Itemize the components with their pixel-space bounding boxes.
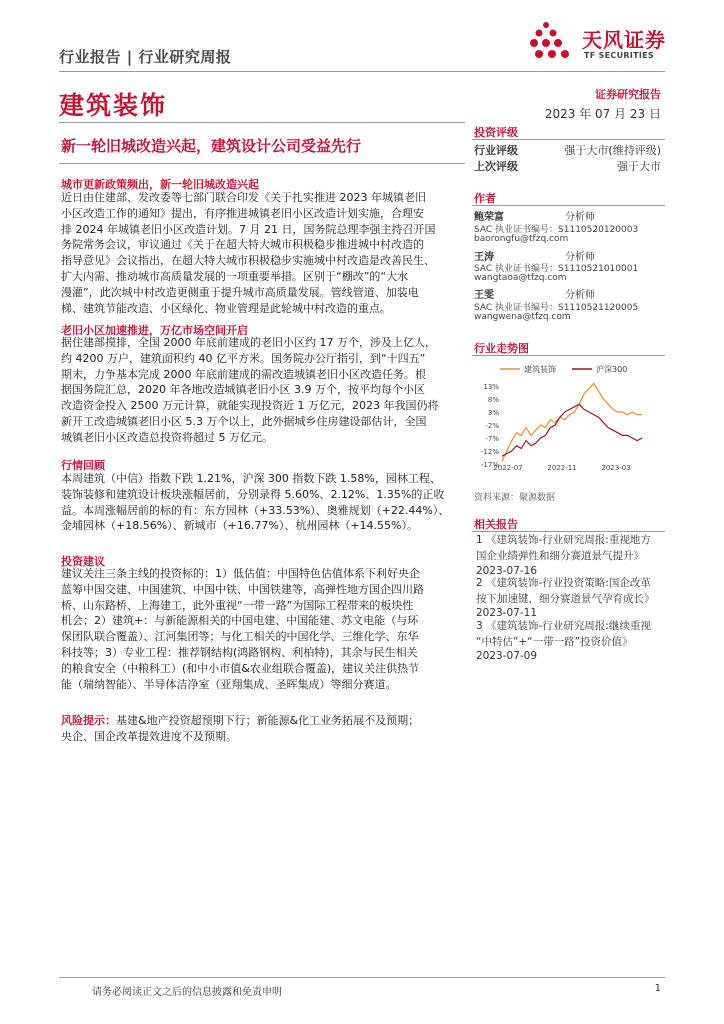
x-tick-label: 2022-11 bbox=[547, 464, 577, 472]
author-sac: SAC 执业证书编号：S1110521120005 bbox=[474, 303, 639, 313]
y-tick-label: -7% bbox=[485, 435, 499, 443]
text-line: 小区改造工作的通知》提出，有序推进城镇老旧小区改造计划实施，合理安 bbox=[61, 206, 424, 220]
related-report-date: 2023-07-09 bbox=[476, 650, 538, 662]
author-email[interactable]: wangwena@tfzq.com bbox=[474, 312, 571, 322]
text-line: 保团队联合覆盖）、江河集团等；与化工相关的中国化学、三维化学、东华 bbox=[61, 630, 419, 644]
logo-cn-text: 天风证券 bbox=[582, 28, 666, 52]
rating-value-previous: 强于大市 bbox=[617, 160, 661, 173]
related-report-line: 国企业绩弹性和细分赛道景气提升》 bbox=[476, 549, 644, 562]
footer-disclaimer: 请务必阅读正文之后的信息披露和免责申明 bbox=[92, 987, 282, 998]
logo-en-text: TF SECURITIES bbox=[584, 51, 654, 60]
trend-chart bbox=[472, 358, 666, 474]
y-tick-label: -2% bbox=[485, 422, 499, 430]
trend-title: 行业走势图 bbox=[474, 342, 529, 355]
rating-divider bbox=[472, 139, 665, 140]
section-title-policy: 城市更新政策频出，新一轮旧城改造兴起 bbox=[61, 178, 259, 191]
author-name: 鲍荣富 bbox=[474, 212, 504, 223]
report-date: 2023 年 07 月 23 日 bbox=[544, 107, 661, 121]
footer-divider bbox=[59, 977, 665, 978]
authors-title: 作者 bbox=[474, 192, 496, 205]
y-tick-label: -17% bbox=[480, 461, 499, 469]
author-role: 分析师 bbox=[565, 212, 595, 223]
section-body-oldcommunity bbox=[61, 335, 466, 446]
x-tick-label: 2022-07 bbox=[493, 464, 523, 472]
section-title-advice: 投资建议 bbox=[61, 555, 105, 568]
text-line: 期末，力争基本完成 2000 年底前建成的需改造城镇老旧小区改造任务。根 bbox=[61, 367, 426, 381]
rating-label-current: 行业评级 bbox=[474, 144, 518, 157]
related-report-item[interactable] bbox=[476, 576, 664, 607]
section-title-oldcommunity: 老旧小区加速推进，万亿市场空间开启 bbox=[61, 324, 248, 337]
author-email[interactable]: wangtaoa@tfzq.com bbox=[474, 273, 567, 283]
legend-label: 建筑装饰 bbox=[524, 365, 556, 374]
header-divider bbox=[59, 71, 665, 72]
related-title: 相关报告 bbox=[474, 518, 518, 531]
related-report-line: 2 《建筑装饰-行业投资策略:国企改革 bbox=[476, 577, 651, 589]
text-line: 改造资金投入 2500 万元计算，就能实现投资近 1 万亿元，2023 年我国仍将 bbox=[61, 399, 439, 413]
text-line: 城镇老旧小区改造总投资将超过 5 万亿元。 bbox=[61, 430, 273, 444]
industry-title: 建筑装饰 bbox=[59, 91, 168, 120]
text-line: 指导意见》会议指出，在超大特大城市积极稳步实施城中村改造是改善民生、 bbox=[61, 254, 435, 268]
y-tick-label: 3% bbox=[487, 409, 499, 417]
section-body-advice bbox=[61, 566, 466, 692]
text-line: 金埔园林（+18.56%）、新城市（+16.77%）、杭州园林（+14.55%）。 bbox=[61, 519, 418, 533]
headline: 新一轮旧城改造兴起，建筑设计公司受益先行 bbox=[61, 137, 362, 155]
related-report-line: 按下加速键，细分赛道景气孕育成长》 bbox=[476, 592, 655, 605]
section-body-market bbox=[61, 471, 466, 534]
page-number: 1 bbox=[654, 983, 661, 994]
y-tick-label: 13% bbox=[483, 383, 499, 391]
series-line bbox=[502, 383, 642, 461]
author-role: 分析师 bbox=[565, 252, 595, 263]
risk-warning bbox=[61, 713, 466, 745]
author-name: 王雯 bbox=[474, 290, 494, 301]
text-line: 据国务院汇总，2020 年各地改造城镇老旧小区 3.9 万个，按平均每个小区 bbox=[61, 383, 425, 397]
related-report-item[interactable] bbox=[476, 619, 664, 650]
text-line: 排 2024 年城镇老旧小区改造计划。7 月 21 日，国务院总理李强主持召开国 bbox=[61, 222, 436, 236]
author-name: 王涛 bbox=[474, 252, 494, 263]
author-role: 分析师 bbox=[565, 290, 595, 301]
text-line: 的粮食安全（中粮科工）(和中小市值&农业组联合覆盖)，建议关注供热节 bbox=[61, 661, 420, 675]
related-report-item[interactable] bbox=[476, 533, 664, 564]
related-report-line: 1 《建筑装饰-行业研究周报:重视地方 bbox=[476, 534, 651, 546]
author-sac: SAC 执业证书编号：S1110521010001 bbox=[474, 264, 639, 274]
text-line: 务院常务会议，审议通过《关于在超大特大城市积极稳步推进城中村改造的 bbox=[61, 238, 424, 252]
text-line: 机会；2）建筑+：与新能源相关的中国电建、中国能建、苏文电能（与环 bbox=[61, 614, 419, 628]
text-line: 新开工改造城镇老旧小区 5.3 万个以上，此外据城乡住房建设部估计，全国 bbox=[61, 414, 427, 428]
y-tick-label: -12% bbox=[480, 448, 499, 456]
related-report-line: “中特估”+“一带一路”投资价值》 bbox=[476, 635, 633, 648]
report-type: 行业报告 | 行业研究周报 bbox=[59, 48, 232, 66]
text-line: 据住建部摸排，全国 2000 年底前建成的老旧小区约 17 万个，涉及上亿人， bbox=[61, 336, 436, 349]
x-tick-label: 2023-03 bbox=[601, 464, 631, 472]
risk-text: 基建&地产投资超预期下行；新能源&化工业务拓展不及预期； bbox=[116, 714, 420, 727]
related-report-line: 3 《建筑装饰-行业研究周报:继续重视 bbox=[476, 620, 651, 632]
related-report-date: 2023-07-11 bbox=[476, 607, 538, 619]
logo-dots-icon bbox=[530, 20, 580, 66]
authors-divider bbox=[472, 205, 665, 206]
rating-value-current: 强于大市(维持评级) bbox=[564, 144, 661, 157]
headline-divider bbox=[59, 163, 465, 164]
text-line: 本周建筑（中信）指数下跌 1.21%，沪深 300 指数下跌 1.58%，园林工程、 bbox=[61, 472, 441, 485]
company-logo bbox=[530, 20, 670, 66]
text-line: 桥、山东路桥、上海建工，此外重视“一带一路”为国际工程带来的板块性 bbox=[61, 598, 414, 612]
text-line: 近日由住建部、发改委等七部门联合印发《关于扎实推进 2023 年城镇老旧 bbox=[61, 191, 426, 204]
text-line: 建议关注三条主线的投资标的：1）低估值：中国特色估值体系下利好央企 bbox=[61, 567, 420, 580]
section-title-market: 行情回顾 bbox=[61, 459, 105, 472]
doc-type: 证券研究报告 bbox=[595, 88, 661, 101]
text-line: 科技等；3）专业工程：推荐钢结构(鸿路钢构、利柏特)，其余与民生相关 bbox=[61, 645, 418, 659]
rating-label-previous: 上次评级 bbox=[474, 160, 518, 173]
text-line: 梯、建筑节能改造、小区绿化、物业管理是此轮城中村改造的重点。 bbox=[61, 301, 391, 315]
chart-source: 资料来源：聚源数据 bbox=[474, 493, 556, 503]
trend-divider bbox=[472, 355, 665, 356]
legend-label: 沪深300 bbox=[596, 365, 628, 374]
text-line: 能（瑞纳智能）、半导体洁净室（亚翔集成、圣晖集成）等细分赛道。 bbox=[61, 677, 397, 691]
text-line: 扩大内需、推动城市高质量发展的一项重要举措。区别于“棚改”的“大水 bbox=[61, 269, 409, 283]
text-line: 漫灌”，此次城中村改造更侧重于提升城市高质量发展。管线管道、加装电 bbox=[61, 285, 419, 299]
section-body-policy bbox=[61, 190, 466, 316]
text-line: 装饰装修和建筑设计板块涨幅居前，分别录得 5.60%、2.12%、1.35%的正收 bbox=[61, 487, 445, 501]
text-line: 约 4200 万户，建筑面积约 40 亿平方米。国务院办公厅指引，到“十四五” bbox=[61, 351, 426, 365]
title-divider bbox=[59, 122, 465, 123]
text-line: 蓝筹中国交建、中国建筑、中国中铁、中国铁建等，高弹性地方国企四川路 bbox=[61, 582, 424, 596]
author-email[interactable]: baorongfu@tfzq.com bbox=[474, 234, 569, 244]
text-line: 益。本周涨幅居前的标的有：东方园林（+33.53%）、奥雅规划（+22.44%）、 bbox=[61, 503, 450, 517]
risk-text: 央企、国企改革提效进度不及预期。 bbox=[61, 729, 237, 743]
y-tick-label: 8% bbox=[487, 396, 499, 404]
related-report-date: 2023-07-16 bbox=[476, 565, 538, 577]
risk-label: 风险提示： bbox=[61, 714, 116, 727]
rating-title: 投资评级 bbox=[474, 126, 518, 139]
related-divider bbox=[472, 531, 665, 532]
author-sac: SAC 执业证书编号：S1110520120003 bbox=[474, 225, 639, 235]
